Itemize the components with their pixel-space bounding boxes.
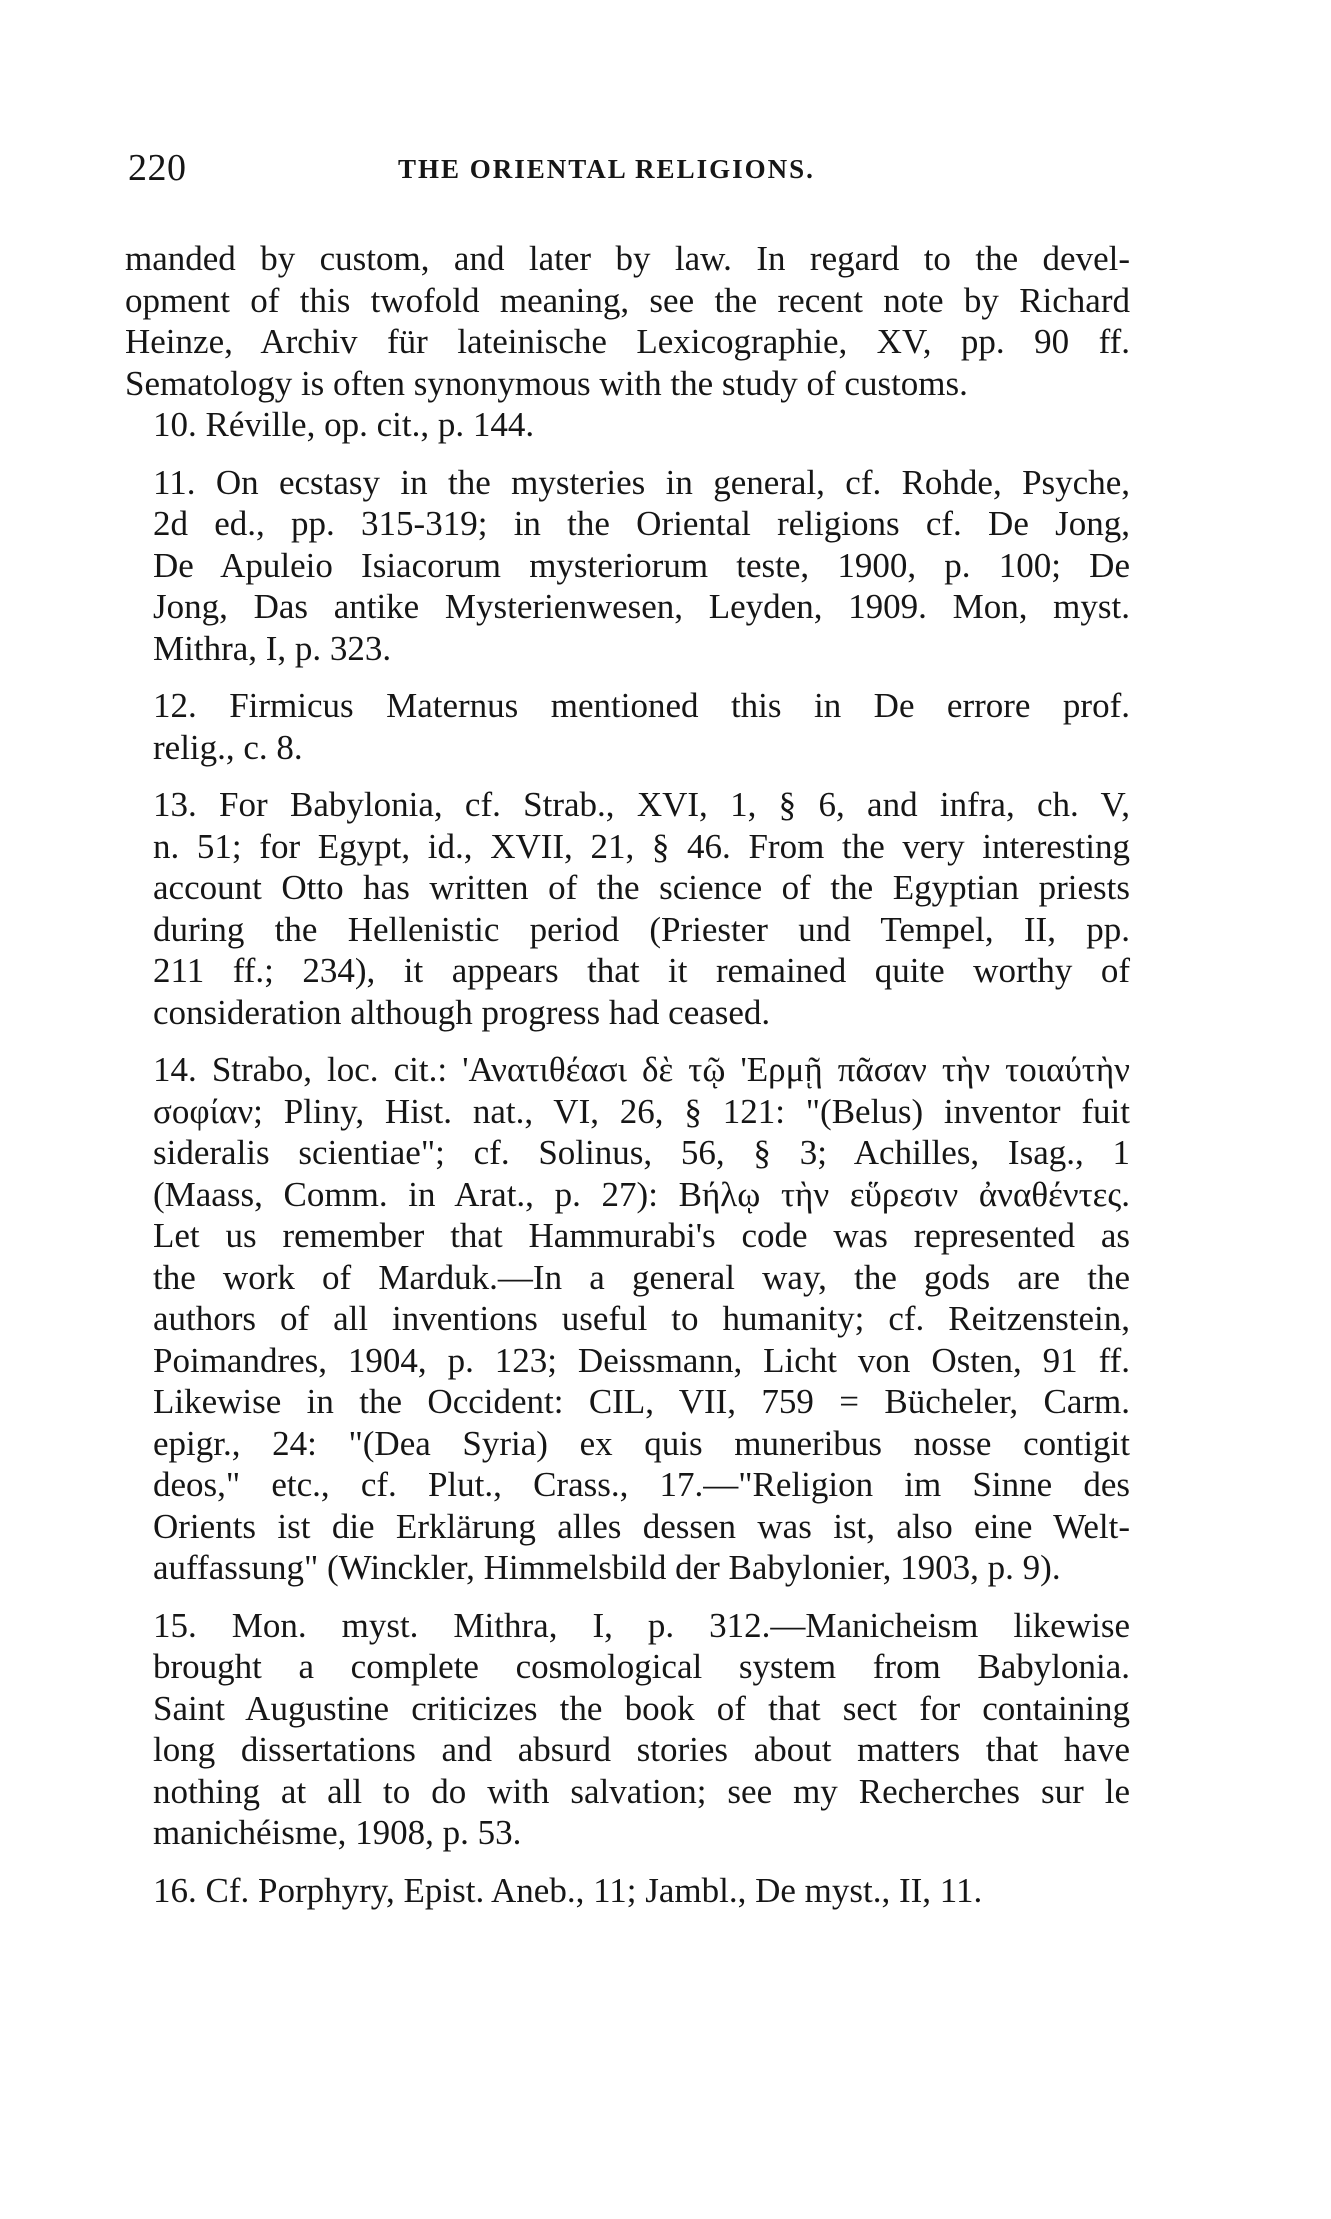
text-line: nothing at all to do with salvation; see my Recherches sur le bbox=[153, 1771, 1130, 1811]
footnote-11 bbox=[125, 462, 1130, 670]
text-line: 13. For Babylonia, cf. Strab., XVI, 1, § 6, and infra, ch. V, bbox=[153, 785, 1130, 824]
page-header bbox=[128, 146, 1128, 196]
text-line: epigr., 24: "(Dea Syria) ex quis muneribus nosse contigit bbox=[153, 1423, 1130, 1463]
text-line: authors of all inventions useful to humanity; cf. Reitzenstein, bbox=[153, 1299, 1130, 1338]
text-line: Poimandres, 1904, p. 123; Deissmann, Licht von Osten, 91 ff. bbox=[153, 1340, 1130, 1380]
text-line: opment of this twofold meaning, see the recent note by Richard bbox=[125, 280, 1130, 320]
text-line: 2d ed., pp. 315-319; in the Oriental religions cf. De Jong, bbox=[153, 504, 1130, 543]
footnote-16 bbox=[125, 1870, 1130, 1912]
footnote-10 bbox=[125, 404, 1130, 446]
text-line: manded by custom, and later by law. In regard to the devel- bbox=[125, 239, 1130, 278]
text-line: Jong, Das antike Mysterienwesen, Leyden, 1909. Mon, myst. bbox=[153, 587, 1130, 626]
text-line: Mithra, I, p. 323. bbox=[153, 628, 392, 668]
text-line: auffassung" (Winckler, Himmelsbild der Babylonier, 1903, p. 9). bbox=[153, 1548, 1061, 1587]
text-line: manichéisme, 1908, p. 53. bbox=[153, 1813, 522, 1852]
text-line: Let us remember that Hammurabi's code was represented as bbox=[153, 1216, 1130, 1255]
text-line: the work of Marduk.—In a general way, the gods are the bbox=[153, 1257, 1130, 1297]
footnotes-body bbox=[125, 238, 1130, 1911]
page-number: 220 bbox=[128, 147, 187, 189]
text-line: deos," etc., cf. Plut., Crass., 17.—"Religion im Sinne des bbox=[153, 1465, 1130, 1504]
text-line: 11. On ecstasy in the mysteries in general, cf. Rohde, Psyche, bbox=[153, 462, 1130, 502]
text-line: Likewise in the Occident: CIL, VII, 759 = Bücheler, Carm. bbox=[153, 1382, 1130, 1421]
text-line: during the Hellenistic period (Priester und Tempel, II, pp. bbox=[153, 909, 1130, 949]
text-line: consideration although progress had ceased. bbox=[153, 992, 771, 1032]
text-line: De Apuleio Isiacorum mysteriorum teste, 1900, p. 100; De bbox=[153, 545, 1130, 585]
text-line: 211 ff.; 234), it appears that it remained quite worthy of bbox=[153, 951, 1130, 990]
text-line: 16. Cf. Porphyry, Epist. Aneb., 11; Jambl., De myst., II, 11. bbox=[153, 1870, 983, 1910]
text-line: 10. Réville, op. cit., p. 144. bbox=[153, 405, 535, 444]
running-title: THE ORIENTAL RELIGIONS. bbox=[398, 154, 815, 184]
text-line: long dissertations and absurd stories about matters that have bbox=[153, 1730, 1130, 1769]
text-line: Saint Augustine criticizes the book of that sect for containing bbox=[153, 1688, 1130, 1728]
text-line: Sematology is often synonymous with the study of customs. bbox=[125, 363, 968, 403]
text-line: σοφίαν; Pliny, Hist. nat., VI, 26, § 121: "(Belus) inventor fuit bbox=[153, 1091, 1130, 1131]
text-line: sideralis scientiae"; cf. Solinus, 56, § 3; Achilles, Isag., 1 bbox=[153, 1133, 1130, 1172]
footnote-14 bbox=[125, 1049, 1130, 1589]
text-line: Heinze, Archiv für lateinische Lexicographie, XV, pp. 90 ff. bbox=[125, 322, 1130, 361]
text-line: Orients ist die Erklärung alles dessen was ist, also eine Welt- bbox=[153, 1506, 1130, 1546]
text-line: account Otto has written of the science of the Egyptian priests bbox=[153, 868, 1130, 907]
footnote-15 bbox=[125, 1605, 1130, 1854]
text-line: (Maass, Comm. in Arat., p. 27): Βήλῳ τὴν εὕρεσιν ἀναθέντες. bbox=[153, 1174, 1130, 1214]
footnote-continuation bbox=[125, 238, 1130, 404]
text-line: 14. Strabo, loc. cit.: 'Ανατιθέασι δὲ τῷ 'Ερμῇ πᾶσαν τὴν τοιαύτὴν bbox=[153, 1050, 1130, 1089]
text-line: n. 51; for Egypt, id., XVII, 21, § 46. From the very interesting bbox=[153, 826, 1130, 866]
footnote-13 bbox=[125, 784, 1130, 1033]
footnote-12 bbox=[125, 685, 1130, 768]
text-line: relig., c. 8. bbox=[153, 727, 303, 767]
text-line: brought a complete cosmological system from Babylonia. bbox=[153, 1647, 1130, 1686]
text-line: 15. Mon. myst. Mithra, I, p. 312.—Manicheism likewise bbox=[153, 1605, 1130, 1645]
text-line: 12. Firmicus Maternus mentioned this in De errore prof. bbox=[153, 686, 1130, 725]
